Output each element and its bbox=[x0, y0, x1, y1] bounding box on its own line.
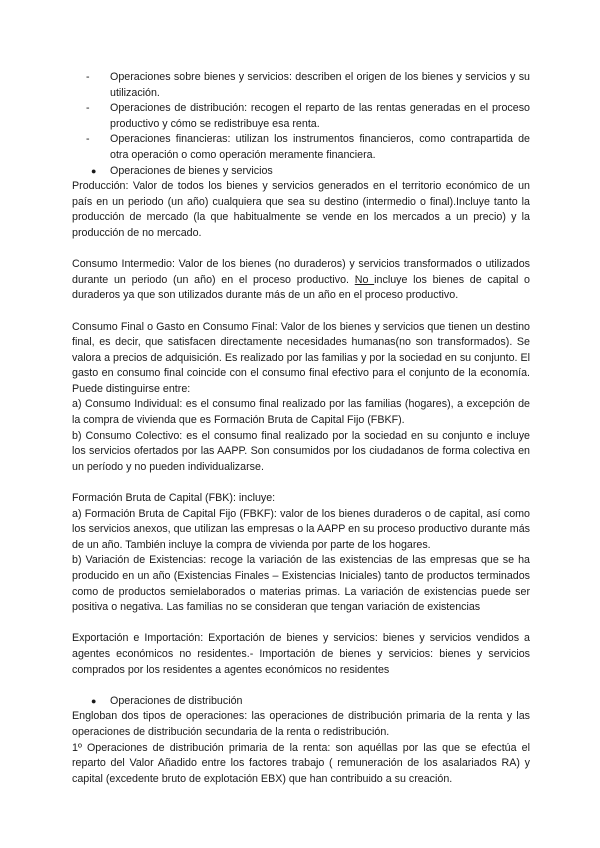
paragraph-fbkf: a) Formación Bruta de Capital Fijo (FBKF): valor de los bienes duraderos o de capital, así como los servicios anexos, que utilizan las empresas o la AAPP en su proceso productivo durante más de un año. También incluye la compra de vivienda por parte de los hogares. bbox=[72, 507, 530, 551]
section-bullet-bienes bbox=[72, 164, 530, 180]
bullet-text: Operaciones de distribución bbox=[110, 694, 243, 707]
list-item-text: Operaciones financieras: utilizan los instrumentos financieros, como contrapartida de otra operación o como operación meramente financiera. bbox=[110, 133, 530, 161]
underlined-text: No bbox=[354, 273, 375, 286]
paragraph-produccion: Producción: Valor de todos los bienes y servicios generados en el territorio económico de un país en un periodo (un año) cualquiera que sea su destino (intermedio o final).Incluye tanto la producción de mercado (la que habitualmente se vende en los mercados a un precio) y la producción de no mercado. bbox=[72, 180, 530, 239]
paragraph-distribucion-intro: Engloban dos tipos de operaciones: las operaciones de distribución primaria de la renta y las operaciones de distribución secundaria de la renta o redistribución. bbox=[72, 710, 530, 738]
paragraph-fbk-title: Formación Bruta de Capital (FBK): incluye: bbox=[72, 492, 276, 505]
text-run: incluye los bienes de capital o duraderos ya que son utilizados durante más de un año en el proceso productivo. bbox=[72, 273, 531, 302]
list-item bbox=[72, 70, 530, 101]
list-item-text: Operaciones de distribución: recogen el reparto de las rentas generadas en el proceso productivo y cómo se redistribuye esa renta. bbox=[110, 102, 530, 130]
dash-marker: - bbox=[86, 71, 90, 83]
bullet-marker: ● bbox=[91, 695, 97, 706]
paragraph-consumo-final: Consumo Final o Gasto en Consumo Final: Valor de los bienes y servicios que tienen un destino final, es decir, que satisfacen directamente necesidades humanas(no son transformados). Se valora a precios de adquisición. Es realizado por las familias y por la sociedad en su conjunto. El gasto en consumo final coincide con el consumo final efectivo para el conjunto de la economía. Puede distinguirse entre: bbox=[72, 320, 530, 395]
list-item-text: Operaciones sobre bienes y servicios: describen el origen de los bienes y servicios y su utilización. bbox=[110, 71, 530, 99]
paragraph-variacion-existencias: b) Variación de Existencias: recoge la variación de las existencias de las empresas que se ha producido en un año (Existencias Finales – Existencias Iniciales) tanto de productos terminados como de productos semielaborados o materias primas. La variación de existencias puede ser positiva o negativa. Las familias no se consideran que tengan variación de existencias bbox=[72, 554, 530, 614]
paragraph-exportacion: Exportación e Importación: Exportación de bienes y servicios: bienes y servicios vendidos a agentes económicos no residentes.- Importación de bienes y servicios: bienes y servicios comprados por los residentes a agentes económicos no residentes bbox=[72, 632, 530, 676]
paragraph-consumo-individual: a) Consumo Individual: es el consumo final realizado por las familias (hogares), a excepción de la compra de vivienda que es Formación Bruta de Capital Fijo (FBKF). bbox=[72, 398, 530, 427]
section-bullet-distribucion bbox=[72, 694, 530, 710]
text-run: Consumo Intermedio: Valor de los bienes (no duraderos) y servicios transformados o utilizados durante un periodo (un año) en el proceso productivo. bbox=[72, 258, 530, 286]
bullet-marker: ● bbox=[91, 165, 97, 176]
dash-marker: - bbox=[86, 133, 90, 146]
paragraph-consumo-colectivo: b) Consumo Colectivo: es el consumo final realizado por la sociedad en su conjunto e incluye los servicios ofertados por las AAPP. Son consumidos por los ciudadanos de forma colectiva en un período y no pueden individualizarse. bbox=[72, 429, 530, 473]
paragraph-distribucion-primaria: 1º Operaciones de distribución primaria de la renta: son aquéllas por las que se efectúa el reparto del Valor Añadido entre los factores trabajo ( remuneración de los asalariados RA) y capital (excedente bruto de explotación EBX) que han contribuido a su creación. bbox=[72, 741, 530, 785]
list-item bbox=[72, 101, 530, 132]
list-item bbox=[72, 132, 530, 163]
paragraph-consumo-intermedio bbox=[72, 257, 530, 304]
dash-marker: - bbox=[86, 102, 90, 115]
bullet-text: Operaciones de bienes y servicios bbox=[110, 164, 273, 177]
document-page bbox=[72, 70, 530, 787]
